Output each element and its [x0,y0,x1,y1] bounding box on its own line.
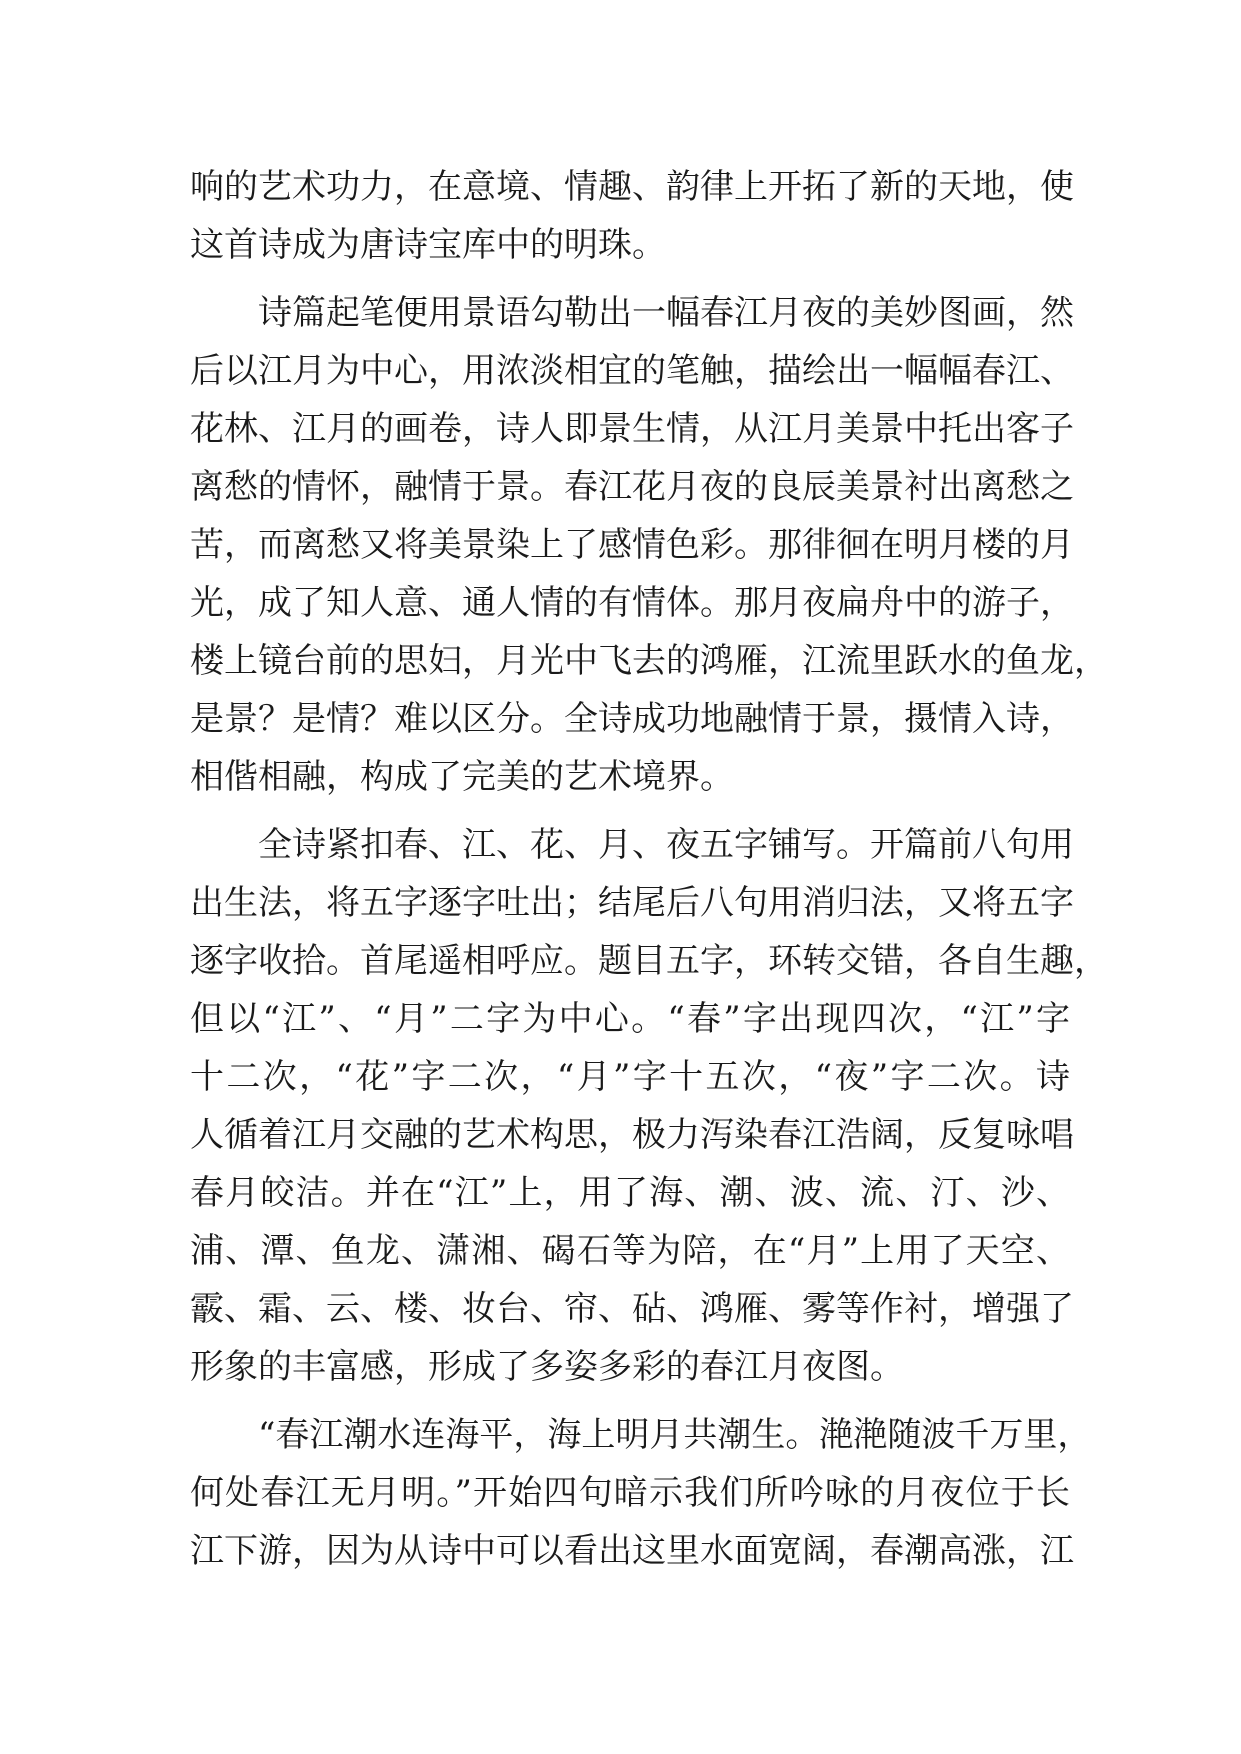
text-line: 十二次，“花”字二次，“月”字十五次，“夜”字二次。诗 [190,1057,1070,1097]
text-line: 逐字收拾。首尾遥相呼应。题目五字，环转交错，各自生趣， [190,941,1108,981]
text-line: 是景？是情？难以区分。全诗成功地融情于景，摄情入诗， [190,699,1074,739]
text-line: 霰、霜、云、楼、妆台、帘、砧、鸿雁、雾等作衬，增强了 [190,1289,1074,1329]
paragraph [190,158,1074,274]
text-line: 花林、江月的画卷，诗人即景生情，从江月美景中托出客子 [190,409,1074,449]
text-line: 出生法，将五字逐字吐出；结尾后八句用消归法，又将五字 [190,883,1074,923]
text-line: 何处春江无月明。”开始四句暗示我们所吟咏的月夜位于长 [190,1473,1070,1513]
text-line: 响的艺术功力，在意境、情趣、韵律上开拓了新的天地，使 [190,167,1074,207]
text-line: 光，成了知人意、通人情的有情体。那月夜扁舟中的游子， [190,583,1074,623]
text-line: 诗篇起笔便用景语勾勒出一幅春江月夜的美妙图画，然 [258,293,1074,333]
text-line: 江下游，因为从诗中可以看出这里水面宽阔，春潮高涨，江 [190,1531,1074,1571]
text-line: 离愁的情怀，融情于景。春江花月夜的良辰美景衬出离愁之 [190,467,1074,507]
text-line: 但以“江”、“月”二字为中心。“春”字出现四次，“江”字 [190,999,1070,1039]
text-line: 后以江月为中心，用浓淡相宜的笔触，描绘出一幅幅春江、 [190,351,1074,391]
text-line: 全诗紧扣春、江、花、月、夜五字铺写。开篇前八句用 [258,825,1074,865]
text-line: 楼上镜台前的思妇，月光中飞去的鸿雁，江流里跃水的鱼龙， [190,641,1108,681]
paragraph [190,284,1108,806]
paragraph [190,1406,1092,1580]
text-line: 相偕相融，构成了完美的艺术境界。 [190,757,734,797]
text-line: 人循着江月交融的艺术构思，极力泻染春江浩阔，反复咏唱 [190,1115,1074,1155]
text-line: “春江潮水连海平，海上明月共潮生。滟滟随波千万里， [258,1415,1092,1455]
text-line: 这首诗成为唐诗宝库中的明珠。 [190,225,666,265]
text-line: 春月皎洁。并在“江”上，用了海、潮、波、流、汀、沙、 [190,1173,1070,1213]
paragraph [190,816,1108,1396]
text-line: 浦、潭、鱼龙、潇湘、碣石等为陪，在“月”上用了天空、 [190,1231,1070,1271]
text-line: 苦，而离愁又将美景染上了感情色彩。那徘徊在明月楼的月 [190,525,1074,565]
text-line: 形象的丰富感，形成了多姿多彩的春江月夜图。 [190,1347,904,1387]
body-text [190,158,1108,1580]
